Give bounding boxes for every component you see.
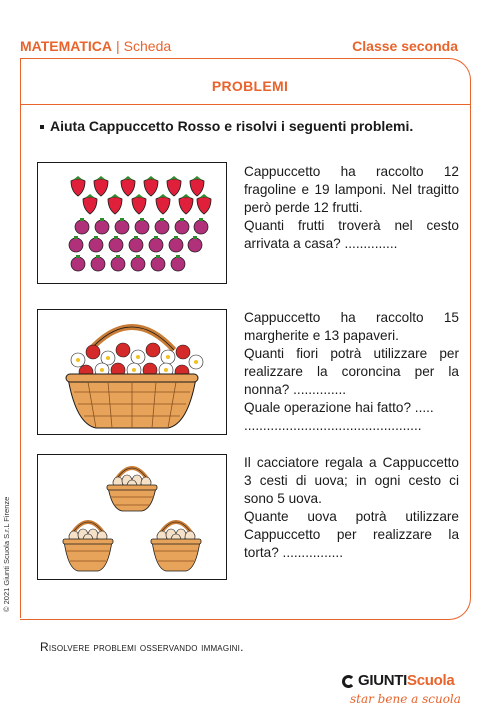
problem-2-text xyxy=(244,309,459,435)
logo-tagline: star bene a scuola xyxy=(350,692,461,706)
page-title: PROBLEMI xyxy=(211,78,289,94)
instructions-text: Aiuta Cappuccetto Rosso e risolvi i seguenti problemi. xyxy=(50,118,414,134)
problem-2-question: Quanti fiori potrà utilizzare per realizzare la coroncina per la nonna? .............. xyxy=(244,346,459,397)
egg-basket-icon xyxy=(38,455,226,579)
bullet-icon xyxy=(40,125,44,129)
basket-icon xyxy=(38,310,226,434)
copyright-notice: © 2021 Giunti Scuola S.r.L Firenze xyxy=(2,496,11,612)
problem-3-question: Quante uova potrà utilizzare Cappuccetto per realizzare la torta? ................ xyxy=(244,509,459,560)
problem-3-statement: Il cacciatore regala a Cappuccetto 3 cesti di uova; in ogni cesto ci sono 5 uova. xyxy=(244,455,459,506)
publisher-logo xyxy=(342,671,482,711)
strawberries-raspberries-illustration xyxy=(37,162,227,284)
problem-1-statement: Cappuccetto ha raccolto 12 fragoline e 19 lamponi. Nel tragitto però perde 12 frutti. xyxy=(244,164,459,215)
header-subject xyxy=(20,38,171,54)
egg-baskets-illustration xyxy=(37,454,227,580)
instructions xyxy=(40,118,413,134)
header-separator: | xyxy=(116,38,120,54)
problem-1-question: Quanti frutti troverà nel cesto arrivata a casa? .............. xyxy=(244,218,459,251)
giunti-logo-icon xyxy=(342,675,355,688)
fruit-icon xyxy=(38,163,226,283)
subject-label: MATEMATICA xyxy=(20,38,113,54)
problem-3-text xyxy=(244,454,459,562)
problem-1-text xyxy=(244,163,459,253)
problem-2-operation-question: Quale operazione hai fatto? ..... xyxy=(244,400,434,415)
flower-basket-illustration xyxy=(37,309,227,435)
page-header xyxy=(0,0,500,58)
logo-brand-suffix: Scuola xyxy=(407,672,455,689)
problem-2-answer-line: ............................................... xyxy=(244,418,422,433)
logo-brand: GIUNTI xyxy=(358,672,408,689)
problem-2-statement: Cappuccetto ha raccolto 15 margherite e 13 papaveri. xyxy=(244,310,459,343)
logo-wordmark xyxy=(358,672,454,689)
learning-objective: Risolvere problemi osservando immagini. xyxy=(40,640,244,654)
grade-label: Classe seconda xyxy=(352,38,458,54)
sheet-type-label: Scheda xyxy=(123,38,172,54)
title-divider xyxy=(20,104,470,105)
frame-left-border xyxy=(20,58,21,618)
